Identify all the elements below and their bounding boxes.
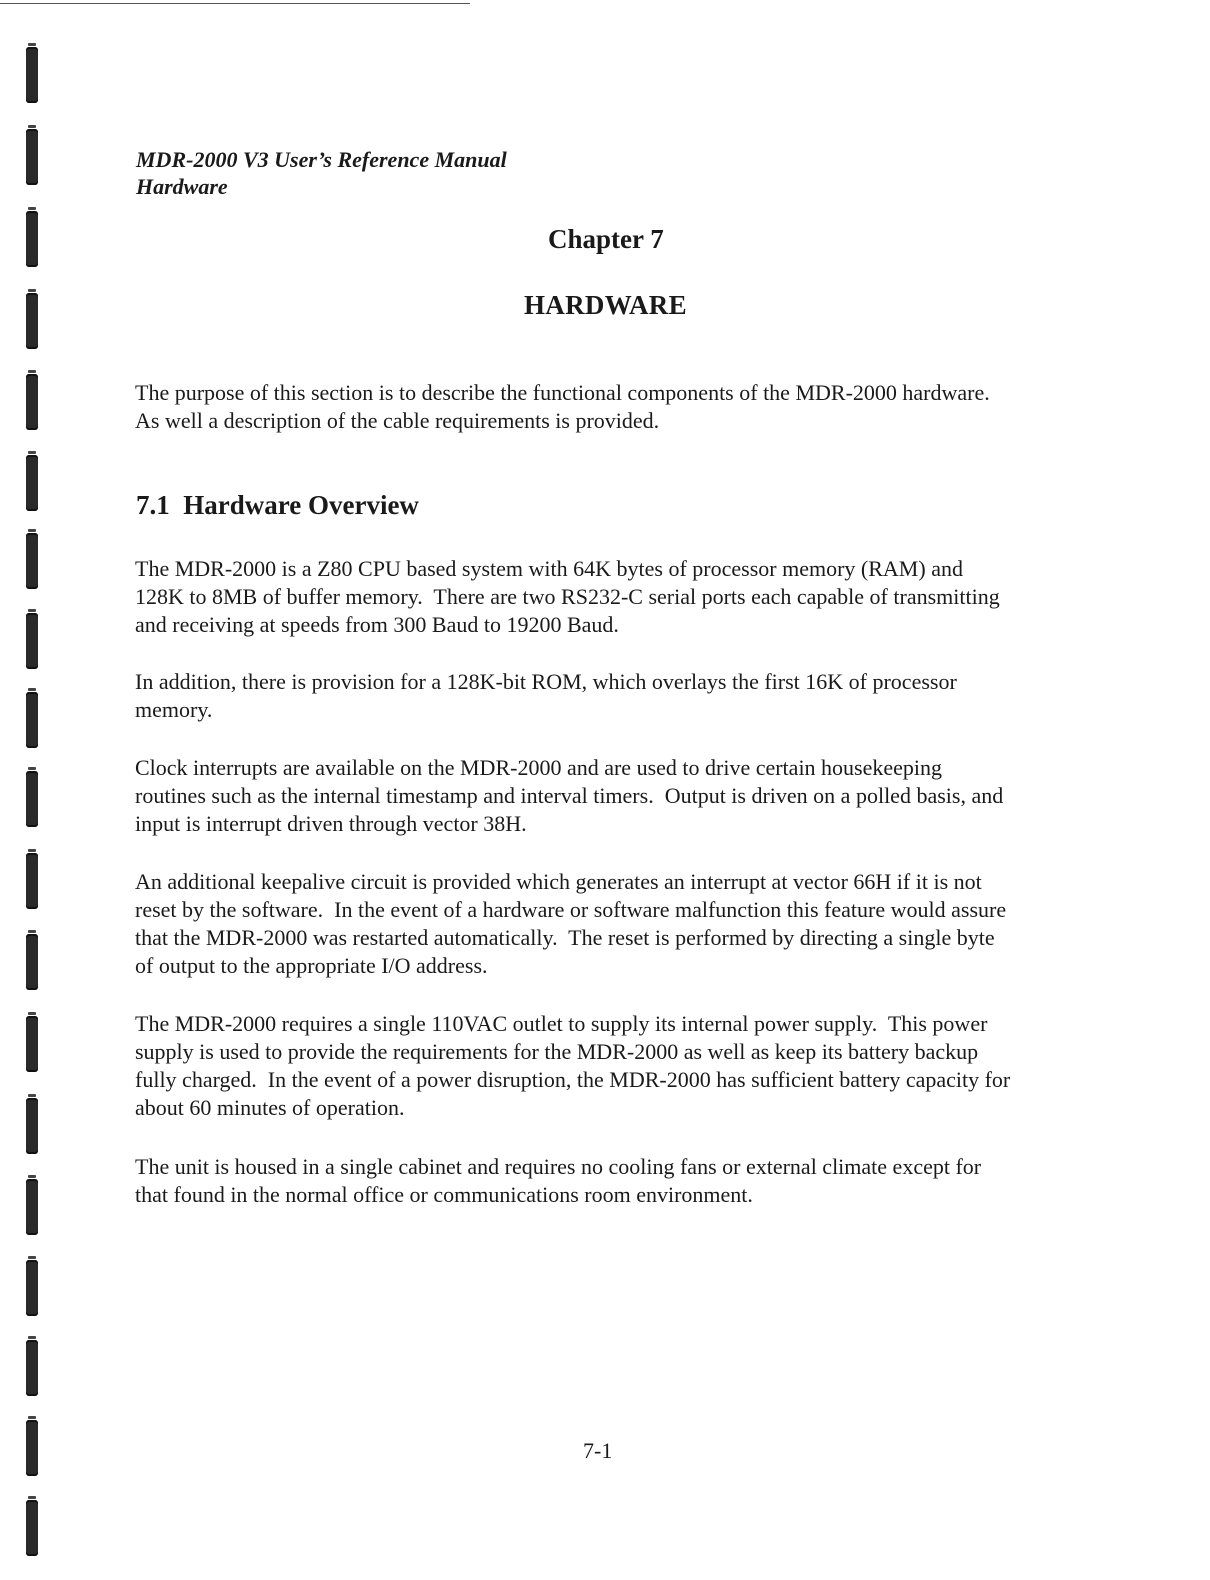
binder-hole [26,374,38,430]
text-line: Clock interrupts are available on the MDR-2000 and are used to drive certain housekeeping [135,755,943,780]
binder-hole [26,1340,38,1396]
binder-hole [26,293,38,349]
binder-hole [26,1500,38,1556]
text-line: fully charged. In the event of a power disruption, the MDR-2000 has sufficient battery capacity for [135,1067,1011,1092]
paragraph-clock [135,754,1065,838]
paragraph-cpu [135,555,1065,639]
binder-hole [26,211,38,267]
paragraph-rom [135,668,1065,724]
binder-hole [26,47,38,103]
text-line: of output to the appropriate I/O address. [135,953,488,978]
text-line: The MDR-2000 is a Z80 CPU based system with 64K bytes of processor memory (RAM) and [135,556,963,581]
header-section: Hardware [136,174,228,199]
text-line: routines such as the internal timestamp and interval timers. Output is driven on a polled basis, and [135,783,1004,808]
chapter-title: HARDWARE [524,290,687,320]
intro-paragraph [135,379,1065,435]
top-scan-rule [0,3,470,4]
binder-hole [26,1420,38,1476]
text-line: An additional keepalive circuit is provided which generates an interrupt at vector 66H if it is not [135,869,982,894]
text-line: memory. [135,697,213,722]
running-header [136,146,507,200]
binder-hole [26,853,38,909]
text-line: The purpose of this section is to describe the functional components of the MDR-2000 hardware. [135,380,990,405]
binder-holes [26,0,46,1580]
text-line: The unit is housed in a single cabinet and requires no cooling fans or external climate except for [135,1154,982,1179]
text-line: that the MDR-2000 was restarted automatically. The reset is performed by directing a single byte [135,925,995,950]
binder-hole [26,1179,38,1235]
text-line: and receiving at speeds from 300 Baud to 19200 Baud. [135,612,619,637]
binder-hole [26,129,38,185]
text-line: about 60 minutes of operation. [135,1095,405,1120]
text-line: The MDR-2000 requires a single 110VAC outlet to supply its internal power supply. This power [135,1011,988,1036]
paragraph-keepalive [135,868,1065,980]
page-number: 7-1 [583,1438,613,1463]
paragraph-cabinet [135,1153,1065,1209]
manual-title: MDR-2000 V3 User’s Reference Manual [136,147,507,172]
text-line: 128K to 8MB of buffer memory. There are two RS232-C serial ports each capable of transmitting [135,584,1000,609]
text-line: supply is used to provide the requirements for the MDR-2000 as well as keep its battery backup [135,1039,979,1064]
section-heading: 7.1 Hardware Overview [136,490,419,520]
binder-hole [26,1260,38,1316]
chapter-label: Chapter 7 [548,224,664,254]
paragraph-power [135,1010,1065,1122]
text-line: input is interrupt driven through vector 38H. [135,811,527,836]
binder-hole [26,1098,38,1154]
binder-hole [26,934,38,990]
binder-hole [26,692,38,748]
binder-hole [26,533,38,589]
text-line: that found in the normal office or communications room environment. [135,1182,753,1207]
text-line: reset by the software. In the event of a hardware or software malfunction this feature would assure [135,897,1007,922]
binder-hole [26,455,38,511]
binder-hole [26,771,38,827]
binder-hole [26,613,38,669]
text-line: In addition, there is provision for a 128K-bit ROM, which overlays the first 16K of processor [135,669,957,694]
binder-hole [26,1016,38,1072]
text-line: As well a description of the cable requirements is provided. [135,408,660,433]
